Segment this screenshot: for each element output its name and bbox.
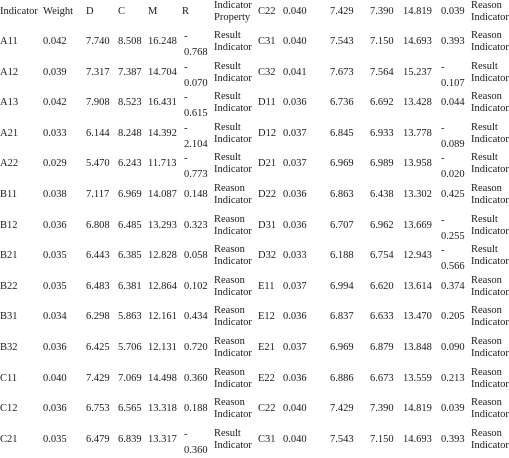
left-d-value: 6.443 [86,250,110,262]
left-d-value: 6.425 [86,342,110,353]
right-indicator-code: E12 [258,311,275,323]
right-property-line1: Reason [471,305,502,317]
right-r-sign: - [441,214,445,226]
left-r-sign: - [184,122,188,134]
table-row [0,213,509,245]
header-weight: Weight [43,6,74,17]
left-weight-value: 0.035 [43,250,67,262]
left-c-value: 6.969 [118,189,142,200]
left-property-line2: Indicator [214,164,252,176]
left-r-sign: - [184,31,188,42]
right-r-value: 0.425 [441,189,465,200]
right-d-value: 7.543 [330,36,354,47]
left-d-value: 5.470 [86,158,110,170]
left-r-value: 0.148 [184,189,208,200]
right-m-value: 12.943 [403,250,432,262]
right-m-value: 13.669 [403,219,432,231]
right-r-value: 0.393 [441,433,465,445]
left-m-value: 16.248 [148,36,177,47]
right-property-line2: Indicator [471,348,509,359]
right-indicator-code: C31 [258,36,276,47]
table-row [0,274,509,306]
left-r-value: 0.058 [184,250,208,262]
right-r-sign: - [441,61,445,73]
left-r-sign: - [184,61,188,73]
left-weight-value: 0.042 [43,97,67,109]
right-c-value: 6.673 [370,372,394,384]
right-indicator-code: D31 [258,219,277,231]
right-r-value: 0.089 [441,138,465,150]
right-r-value: 0.020 [441,169,465,181]
header-indicator-property: Indicator Property [214,0,252,23]
right-d-value: 6.863 [330,189,354,200]
left-property-line1: Result [214,427,241,439]
right-indicator-code: D22 [258,189,277,200]
right-property-line1: Reason [471,30,502,41]
left-m-value: 14.704 [148,66,177,78]
right-d-value: 7.543 [330,433,354,445]
header-m: M [148,6,158,17]
right-d-value: 6.994 [330,280,354,292]
left-weight-value: 0.036 [43,342,67,353]
right-property-line2: Indicator [471,409,509,421]
table-header-row [0,0,509,31]
right-weight-value: 0.040 [283,403,307,415]
left-property-line1: Result [214,60,241,72]
left-property-line2: Indicator [214,72,252,84]
left-indicator-code: B22 [0,280,18,292]
left-r-value: 0.768 [184,47,208,58]
left-m-value: 12.161 [148,311,177,323]
right-d-value: 7.429 [330,403,354,415]
table-row [0,60,509,92]
right-r-value: 0.090 [441,342,465,353]
left-property-line1: Reason [214,213,245,225]
right-property-line2: Indicator [471,42,509,53]
right-property-line1: Reason [471,91,502,103]
right-property-line1: Reason [471,366,502,378]
right-r-value: 0.107 [441,77,465,89]
left-property-line2: Indicator [214,439,252,451]
right-d-value: 6.969 [330,158,354,170]
left-weight-value: 0.036 [43,219,67,231]
left-c-value: 6.385 [118,250,142,262]
right-weight-value: 0.033 [283,250,307,262]
left-weight-value: 0.039 [43,66,67,78]
right-c-value: 7.390 [370,403,394,415]
header-right-m: 14.819 [403,6,432,17]
left-weight-value: 0.029 [43,158,67,170]
right-r-value: 0.039 [441,403,465,415]
left-weight-value: 0.034 [43,311,67,323]
left-c-value: 6.485 [118,219,142,231]
left-r-sign: - [184,153,188,165]
table-row [0,244,509,275]
right-r-value: 0.205 [441,311,465,323]
right-d-value: 6.837 [330,311,354,323]
right-d-value: 6.845 [330,127,354,139]
left-property-line1: Reason [214,305,245,317]
left-property-line2: Indicator [214,42,252,53]
right-weight-value: 0.036 [283,189,307,200]
right-c-value: 6.754 [370,250,394,262]
left-property-line1: Reason [214,183,245,194]
right-indicator-code: C31 [258,433,276,445]
right-m-value: 13.614 [403,280,432,292]
right-property-line1: Reason [471,397,502,409]
right-property-line2: Indicator [471,164,509,176]
right-property-line2: Indicator [471,317,509,329]
right-property-line2: Indicator [471,439,509,451]
header-right-r: 0.039 [441,6,465,17]
right-property-line2: Indicator [471,195,509,206]
header-right-weight: 0.040 [283,6,307,17]
right-indicator-code: E21 [258,342,275,353]
table-row [0,305,509,336]
left-r-sign: - [184,428,188,440]
left-m-value: 14.498 [148,372,177,384]
left-d-value: 6.144 [86,127,110,139]
right-indicator-code: D32 [258,250,277,262]
right-property-line2: Indicator [471,225,509,237]
left-property-line2: Indicator [214,133,252,145]
header-right-type-line2: Indicator [471,12,509,23]
left-m-value: 13.293 [148,219,177,231]
left-property-line1: Result [214,30,241,41]
right-property-line1: Reason [471,183,502,194]
right-property-line1: Result [471,244,498,256]
right-weight-value: 0.040 [283,36,307,47]
right-indicator-code: D21 [258,158,277,170]
right-d-value: 6.886 [330,372,354,384]
left-indicator-code: A12 [0,66,19,78]
right-r-value: 0.255 [441,230,465,242]
left-r-value: 0.360 [184,372,208,384]
right-r-value: 0.393 [441,36,465,47]
header-r: R [182,6,190,17]
right-d-value: 6.188 [330,250,354,262]
right-property-line1: Result [471,213,498,225]
left-r-value: 0.102 [184,280,208,292]
left-property-line2: Indicator [214,378,252,390]
header-c: C [118,6,126,17]
right-property-line1: Result [471,152,498,164]
left-c-value: 6.381 [118,280,142,292]
right-property-line2: Indicator [471,103,509,115]
left-c-value: 8.523 [118,97,142,109]
right-d-value: 6.969 [330,342,354,353]
right-property-line1: Result [471,60,498,72]
left-r-value: 0.360 [184,444,208,456]
right-c-value: 7.150 [370,433,394,445]
left-r-value: 2.104 [184,138,208,150]
left-indicator-code: B21 [0,250,18,262]
left-indicator-code: A22 [0,158,19,170]
right-m-value: 13.302 [403,189,432,200]
left-weight-value: 0.038 [43,189,67,200]
left-property-line1: Result [214,121,241,133]
header-d: D [86,6,94,17]
right-indicator-code: C32 [258,66,276,78]
table-row [0,91,509,122]
left-r-value: 0.323 [184,219,208,231]
left-indicator-code: B32 [0,342,18,353]
right-indicator-code: E22 [258,372,275,384]
right-r-value: 0.213 [441,372,465,384]
table-row [0,152,509,183]
right-m-value: 14.819 [403,403,432,415]
left-property-line2: Indicator [214,225,252,237]
left-r-sign: - [184,92,188,104]
right-r-sign: - [441,245,445,257]
right-m-value: 13.428 [403,97,432,109]
left-d-value: 7.317 [86,66,110,78]
right-weight-value: 0.036 [283,97,307,109]
right-r-sign: - [441,122,445,134]
left-property-line2: Indicator [214,256,252,268]
right-m-value: 14.693 [403,36,432,47]
left-indicator-code: A21 [0,127,19,139]
left-m-value: 13.317 [148,433,177,445]
left-m-value: 14.087 [148,189,177,200]
right-c-value: 6.620 [370,280,394,292]
right-m-value: 13.778 [403,127,432,139]
left-d-value: 6.479 [86,433,110,445]
right-property-line2: Indicator [471,72,509,84]
left-property-line2: Indicator [214,348,252,359]
left-property-line2: Indicator [214,317,252,329]
left-m-value: 14.392 [148,127,177,139]
right-weight-value: 0.036 [283,219,307,231]
header-right-type: Reason [471,0,502,11]
right-indicator-code: C22 [258,403,276,415]
left-weight-value: 0.033 [43,127,67,139]
table-row [0,183,509,214]
table-row [0,336,509,367]
left-m-value: 12.828 [148,250,177,262]
right-m-value: 15.237 [403,66,432,78]
left-c-value: 6.565 [118,403,142,415]
left-indicator-code: B12 [0,219,18,231]
right-weight-value: 0.037 [283,158,307,170]
right-r-value: 0.044 [441,97,465,109]
right-r-sign: - [441,153,445,165]
table-row [0,427,509,458]
right-m-value: 14.693 [403,433,432,445]
right-weight-value: 0.037 [283,342,307,353]
table-row [0,397,509,428]
right-property-line2: Indicator [471,133,509,145]
left-c-value: 5.706 [118,342,142,353]
right-m-value: 13.470 [403,311,432,323]
left-r-value: 0.615 [184,108,208,120]
left-c-value: 6.839 [118,433,142,445]
right-property-line1: Reason [471,427,502,439]
header-right-c: 7.390 [370,6,394,17]
left-r-value: 0.070 [184,77,208,89]
right-property-line2: Indicator [471,286,509,298]
right-indicator-code: E11 [258,280,275,292]
left-m-value: 16.431 [148,97,177,109]
right-weight-value: 0.036 [283,311,307,323]
left-r-value: 0.773 [184,169,208,181]
left-weight-value: 0.035 [43,433,67,445]
right-d-value: 6.707 [330,219,354,231]
table-row [0,121,509,153]
header-indicator: Indicator [0,6,38,17]
left-r-value: 0.434 [184,311,208,323]
left-property-line1: Result [214,152,241,164]
left-indicator-code: C12 [0,403,18,415]
left-d-value: 7.429 [86,372,110,384]
left-indicator-code: A11 [0,36,18,47]
left-weight-value: 0.040 [43,372,67,384]
right-d-value: 7.673 [330,66,354,78]
right-indicator-code: D12 [258,127,277,139]
right-d-value: 6.736 [330,97,354,109]
right-property-line1: Reason [471,336,502,347]
table-row [0,30,509,61]
left-weight-value: 0.042 [43,36,67,47]
left-property-line2: Indicator [214,409,252,421]
left-d-value: 6.483 [86,280,110,292]
left-c-value: 7.387 [118,66,142,78]
left-indicator-code: A13 [0,97,19,109]
left-d-value: 6.753 [86,403,110,415]
right-weight-value: 0.037 [283,127,307,139]
right-c-value: 6.692 [370,97,394,109]
right-property-line1: Result [471,121,498,133]
right-weight-value: 0.037 [283,280,307,292]
left-weight-value: 0.036 [43,403,67,415]
right-m-value: 13.559 [403,372,432,384]
left-c-value: 5.863 [118,311,142,323]
right-c-value: 6.879 [370,342,394,353]
right-weight-value: 0.040 [283,433,307,445]
left-indicator-code: B31 [0,311,18,323]
left-property-line1: Reason [214,366,245,378]
right-c-value: 6.989 [370,158,394,170]
left-property-line2: Indicator [214,286,252,298]
right-m-value: 13.848 [403,342,432,353]
left-indicator-code: B11 [0,189,18,200]
left-indicator-code: C21 [0,433,18,445]
right-weight-value: 0.036 [283,372,307,384]
left-r-value: 0.188 [184,403,208,415]
left-m-value: 12.131 [148,342,177,353]
right-m-value: 13.958 [403,158,432,170]
left-c-value: 8.508 [118,36,142,47]
left-d-value: 7.908 [86,97,110,109]
left-property-line2: Indicator [214,103,252,115]
left-c-value: 7.069 [118,372,142,384]
left-indicator-code: C11 [0,372,18,384]
left-r-value: 0.720 [184,342,208,353]
left-m-value: 11.713 [148,158,177,170]
left-m-value: 12.864 [148,280,177,292]
left-property-line1: Reason [214,397,245,409]
right-c-value: 7.564 [370,66,394,78]
left-d-value: 7.740 [86,36,110,47]
right-property-line2: Indicator [471,256,509,268]
header-right-indicator: C22 [258,6,276,17]
right-r-value: 0.374 [441,280,465,292]
left-d-value: 6.298 [86,311,110,323]
left-c-value: 6.243 [118,158,142,170]
left-property-line1: Reason [214,274,245,286]
right-property-line2: Indicator [471,378,509,390]
right-indicator-code: D11 [258,97,276,109]
header-right-d: 7.429 [330,6,354,17]
left-property-line2: Indicator [214,195,252,206]
right-c-value: 6.962 [370,219,394,231]
right-c-value: 6.933 [370,127,394,139]
right-c-value: 7.150 [370,36,394,47]
right-c-value: 6.633 [370,311,394,323]
left-weight-value: 0.035 [43,280,67,292]
right-weight-value: 0.041 [283,66,307,78]
left-property-line1: Result [214,91,241,103]
left-d-value: 7.117 [86,189,110,200]
left-m-value: 13.318 [148,403,177,415]
right-r-value: 0.566 [441,261,465,273]
table-row [0,366,509,398]
right-property-line1: Reason [471,274,502,286]
left-d-value: 6.808 [86,219,110,231]
left-c-value: 8.248 [118,127,142,139]
right-c-value: 6.438 [370,189,394,200]
left-property-line1: Reason [214,336,245,347]
left-property-line1: Reason [214,244,245,256]
